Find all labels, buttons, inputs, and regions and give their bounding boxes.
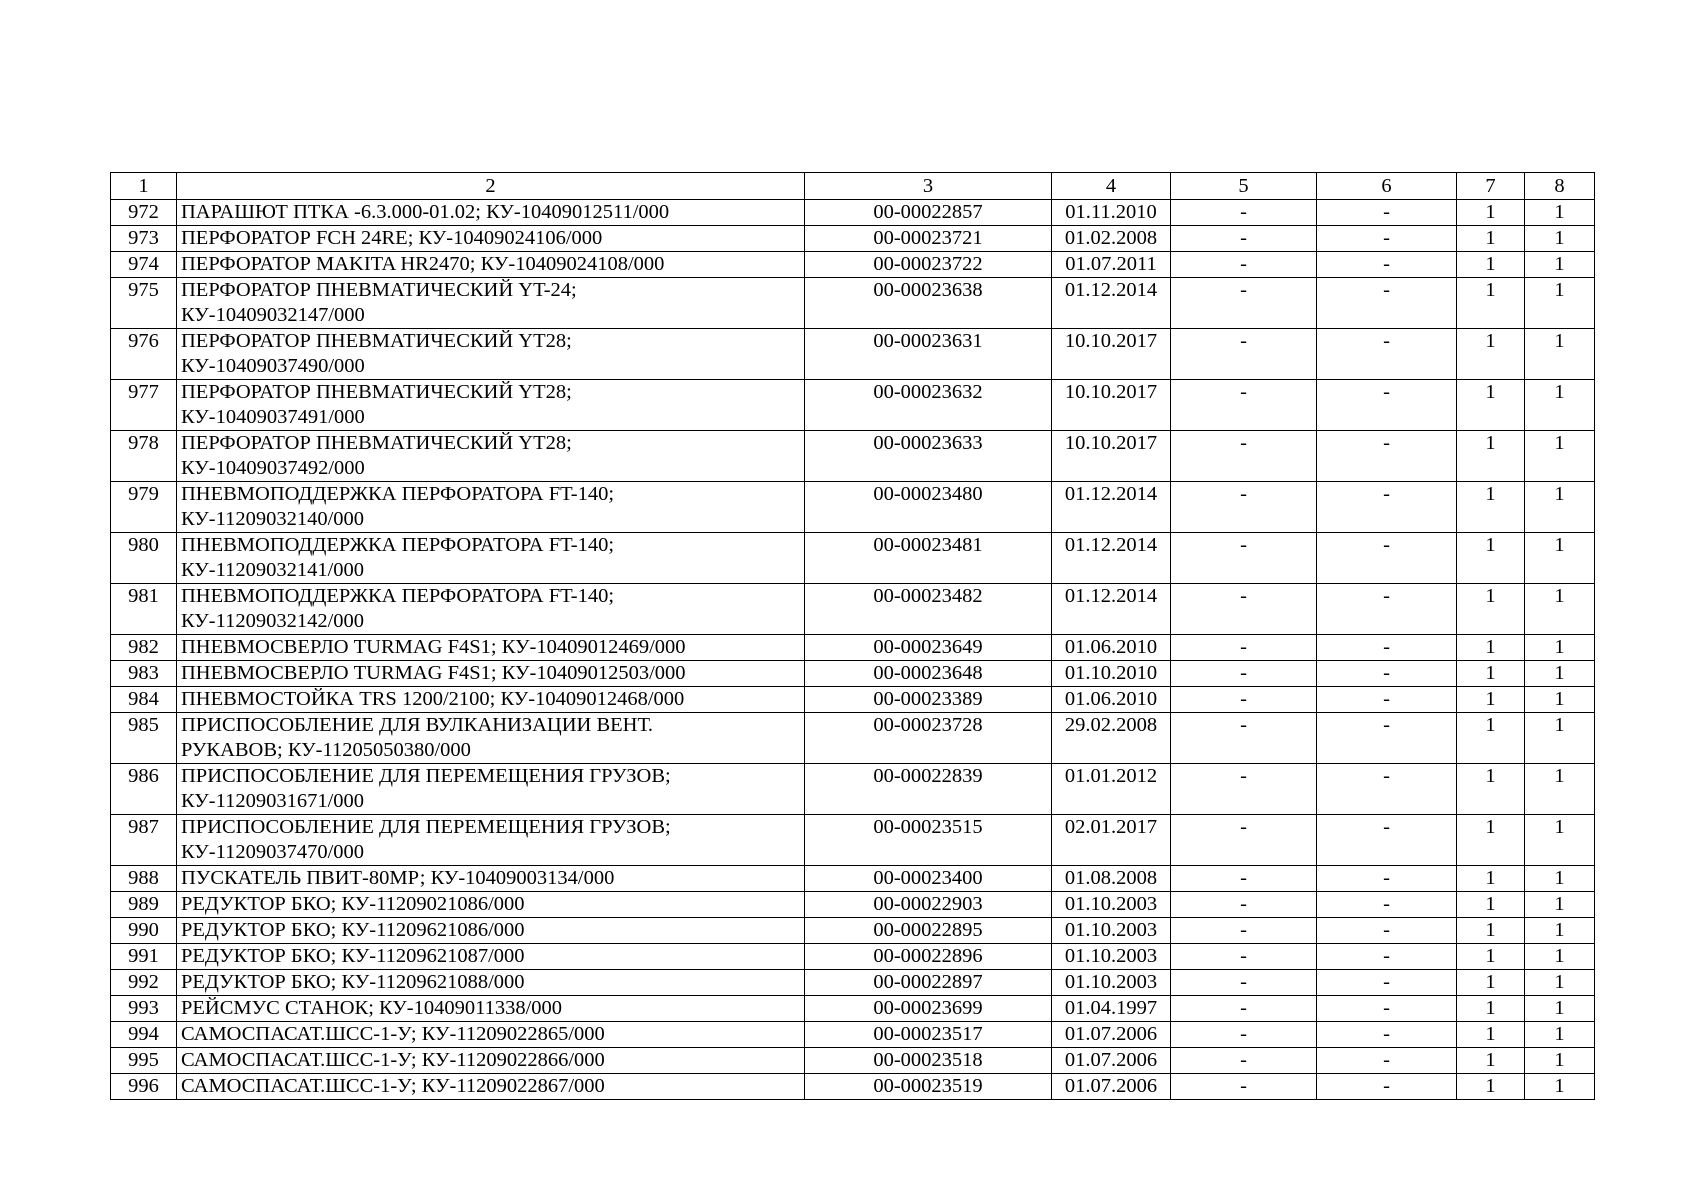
item-name-cell <box>177 431 805 482</box>
item-name-cell <box>177 713 805 764</box>
item-name-line: ПРИСПОСОБЛЕНИЕ ДЛЯ ПЕРЕМЕЩЕНИЯ ГРУЗОВ; <box>181 765 671 787</box>
column-5-cell: - <box>1171 764 1317 815</box>
item-name-line: КУ-10409037492/000 <box>181 457 365 479</box>
column-5-cell: - <box>1171 380 1317 431</box>
inventory-code-cell: 00-00023638 <box>805 278 1052 329</box>
item-name-line: ПНЕВМОПОДДЕРЖКА ПЕРФОРАТОРА FT-140; <box>181 483 615 505</box>
row-number-cell: 980 <box>111 533 177 584</box>
row-number-cell: 975 <box>111 278 177 329</box>
column-8-cell: 1 <box>1525 226 1595 252</box>
column-7-cell: 1 <box>1457 482 1525 533</box>
item-name-cell <box>177 200 805 226</box>
column-8-cell: 1 <box>1525 584 1595 635</box>
column-8-cell: 1 <box>1525 482 1595 533</box>
table-row <box>111 533 1595 584</box>
table-row <box>111 661 1595 687</box>
column-6-cell: - <box>1317 1048 1457 1074</box>
column-8-cell: 1 <box>1525 944 1595 970</box>
table-row <box>111 944 1595 970</box>
item-name-line: КУ-10409032147/000 <box>181 304 365 326</box>
item-name-line: ПУСКАТЕЛЬ ПВИТ-80МР; КУ-10409003134/000 <box>181 867 615 889</box>
header-cell-5: 5 <box>1171 173 1317 200</box>
inventory-code-cell: 00-00023480 <box>805 482 1052 533</box>
item-name-cell <box>177 329 805 380</box>
column-6-cell: - <box>1317 278 1457 329</box>
date-cell: 01.02.2008 <box>1052 226 1171 252</box>
column-6-cell: - <box>1317 1074 1457 1100</box>
column-6-cell: - <box>1317 918 1457 944</box>
item-name-cell <box>177 584 805 635</box>
inventory-code-cell: 00-00022839 <box>805 764 1052 815</box>
column-6-cell: - <box>1317 252 1457 278</box>
column-7-cell: 1 <box>1457 713 1525 764</box>
row-number-cell: 989 <box>111 892 177 918</box>
date-cell: 10.10.2017 <box>1052 431 1171 482</box>
row-number-cell: 995 <box>111 1048 177 1074</box>
table-row <box>111 1048 1595 1074</box>
inventory-code-cell: 00-00023389 <box>805 687 1052 713</box>
column-6-cell: - <box>1317 200 1457 226</box>
header-cell-1: 1 <box>111 173 177 200</box>
column-8-cell: 1 <box>1525 533 1595 584</box>
column-7-cell: 1 <box>1457 687 1525 713</box>
column-5-cell: - <box>1171 1048 1317 1074</box>
column-5-cell: - <box>1171 970 1317 996</box>
row-number-cell: 986 <box>111 764 177 815</box>
item-name-line: РУКАВОВ; КУ-11205050380/000 <box>181 739 471 761</box>
item-name-line: РЕДУКТОР БКО; КУ-11209021086/000 <box>181 893 525 915</box>
column-8-cell: 1 <box>1525 252 1595 278</box>
row-number-cell: 979 <box>111 482 177 533</box>
date-cell: 01.10.2003 <box>1052 970 1171 996</box>
item-name-cell <box>177 918 805 944</box>
column-7-cell: 1 <box>1457 661 1525 687</box>
table-row <box>111 892 1595 918</box>
column-6-cell: - <box>1317 584 1457 635</box>
column-7-cell: 1 <box>1457 944 1525 970</box>
column-8-cell: 1 <box>1525 329 1595 380</box>
row-number-cell: 990 <box>111 918 177 944</box>
item-name-line: ПЕРФОРАТОР ПНЕВМАТИЧЕСКИЙ YT28; <box>181 381 572 403</box>
column-8-cell: 1 <box>1525 892 1595 918</box>
column-6-cell: - <box>1317 1022 1457 1048</box>
date-cell: 01.12.2014 <box>1052 533 1171 584</box>
column-7-cell: 1 <box>1457 1074 1525 1100</box>
column-5-cell: - <box>1171 200 1317 226</box>
item-name-cell <box>177 533 805 584</box>
header-cell-2: 2 <box>177 173 805 200</box>
column-8-cell: 1 <box>1525 764 1595 815</box>
date-cell: 01.07.2011 <box>1052 252 1171 278</box>
item-name-line: ПНЕВМОПОДДЕРЖКА ПЕРФОРАТОРА FT-140; <box>181 585 615 607</box>
column-6-cell: - <box>1317 713 1457 764</box>
item-name-line: ПАРАШЮТ ПТКА -6.3.000-01.02; КУ-10409012511/000 <box>181 201 670 223</box>
item-name-cell <box>177 1022 805 1048</box>
item-name-cell <box>177 866 805 892</box>
column-7-cell: 1 <box>1457 815 1525 866</box>
column-7-cell: 1 <box>1457 918 1525 944</box>
inventory-code-cell: 00-00023699 <box>805 996 1052 1022</box>
column-6-cell: - <box>1317 866 1457 892</box>
inventory-code-cell: 00-00023632 <box>805 380 1052 431</box>
date-cell: 01.10.2010 <box>1052 661 1171 687</box>
column-7-cell: 1 <box>1457 533 1525 584</box>
item-name-cell <box>177 482 805 533</box>
column-6-cell: - <box>1317 996 1457 1022</box>
table-row <box>111 866 1595 892</box>
column-7-cell: 1 <box>1457 431 1525 482</box>
column-7-cell: 1 <box>1457 764 1525 815</box>
date-cell: 01.12.2014 <box>1052 584 1171 635</box>
table-row <box>111 1022 1595 1048</box>
column-5-cell: - <box>1171 713 1317 764</box>
row-number-cell: 984 <box>111 687 177 713</box>
row-number-cell: 985 <box>111 713 177 764</box>
row-number-cell: 988 <box>111 866 177 892</box>
item-name-line: САМОСПАСАТ.ШСС-1-У; КУ-11209022866/000 <box>181 1049 605 1071</box>
column-6-cell: - <box>1317 226 1457 252</box>
item-name-cell <box>177 815 805 866</box>
column-7-cell: 1 <box>1457 1022 1525 1048</box>
column-6-cell: - <box>1317 687 1457 713</box>
column-8-cell: 1 <box>1525 970 1595 996</box>
column-5-cell: - <box>1171 661 1317 687</box>
column-5-cell: - <box>1171 252 1317 278</box>
header-cell-6: 6 <box>1317 173 1457 200</box>
column-5-cell: - <box>1171 533 1317 584</box>
column-5-cell: - <box>1171 892 1317 918</box>
table-row <box>111 815 1595 866</box>
date-cell: 01.01.2012 <box>1052 764 1171 815</box>
item-name-line: ПЕРФОРАТОР ПНЕВМАТИЧЕСКИЙ YT-24; <box>181 279 577 301</box>
date-cell: 10.10.2017 <box>1052 380 1171 431</box>
table-row <box>111 226 1595 252</box>
item-name-cell <box>177 380 805 431</box>
table-row <box>111 252 1595 278</box>
column-6-cell: - <box>1317 329 1457 380</box>
item-name-line: КУ-11209031671/000 <box>181 790 365 812</box>
inventory-code-cell: 00-00023728 <box>805 713 1052 764</box>
row-number-cell: 977 <box>111 380 177 431</box>
date-cell: 01.06.2010 <box>1052 687 1171 713</box>
column-6-cell: - <box>1317 892 1457 918</box>
item-name-line: САМОСПАСАТ.ШСС-1-У; КУ-11209022865/000 <box>181 1023 605 1045</box>
item-name-line: КУ-11209032140/000 <box>181 508 365 530</box>
column-6-cell: - <box>1317 815 1457 866</box>
row-number-cell: 978 <box>111 431 177 482</box>
inventory-code-cell: 00-00023481 <box>805 533 1052 584</box>
column-6-cell: - <box>1317 482 1457 533</box>
inventory-code-cell: 00-00022895 <box>805 918 1052 944</box>
date-cell: 01.04.1997 <box>1052 996 1171 1022</box>
item-name-line: ПНЕВМОСВЕРЛО TURMAG F4S1; КУ-10409012503/000 <box>181 662 686 684</box>
item-name-cell <box>177 996 805 1022</box>
inventory-code-cell: 00-00023482 <box>805 584 1052 635</box>
date-cell: 01.11.2010 <box>1052 200 1171 226</box>
column-7-cell: 1 <box>1457 380 1525 431</box>
item-name-line: ПЕРФОРАТОР ПНЕВМАТИЧЕСКИЙ YT28; <box>181 432 572 454</box>
item-name-line: ПЕРФОРАТОР ПНЕВМАТИЧЕСКИЙ YT28; <box>181 330 572 352</box>
column-5-cell: - <box>1171 996 1317 1022</box>
item-name-line: ПНЕВМОСВЕРЛО TURMAG F4S1; КУ-10409012469/000 <box>181 636 686 658</box>
column-5-cell: - <box>1171 1074 1317 1100</box>
inventory-code-cell: 00-00023519 <box>805 1074 1052 1100</box>
header-cell-4: 4 <box>1052 173 1171 200</box>
date-cell: 01.06.2010 <box>1052 635 1171 661</box>
header-row <box>111 173 1595 200</box>
item-name-cell <box>177 970 805 996</box>
item-name-cell <box>177 635 805 661</box>
column-5-cell: - <box>1171 584 1317 635</box>
column-7-cell: 1 <box>1457 866 1525 892</box>
date-cell: 01.12.2014 <box>1052 278 1171 329</box>
column-5-cell: - <box>1171 866 1317 892</box>
column-5-cell: - <box>1171 329 1317 380</box>
row-number-cell: 991 <box>111 944 177 970</box>
table-row <box>111 584 1595 635</box>
column-5-cell: - <box>1171 687 1317 713</box>
column-7-cell: 1 <box>1457 996 1525 1022</box>
date-cell: 01.07.2006 <box>1052 1074 1171 1100</box>
column-8-cell: 1 <box>1525 431 1595 482</box>
column-8-cell: 1 <box>1525 996 1595 1022</box>
table-row <box>111 764 1595 815</box>
column-8-cell: 1 <box>1525 918 1595 944</box>
column-7-cell: 1 <box>1457 329 1525 380</box>
row-number-cell: 976 <box>111 329 177 380</box>
table-row <box>111 1074 1595 1100</box>
inventory-code-cell: 00-00022896 <box>805 944 1052 970</box>
inventory-code-cell: 00-00023648 <box>805 661 1052 687</box>
header-cell-8: 8 <box>1525 173 1595 200</box>
column-7-cell: 1 <box>1457 200 1525 226</box>
table-row <box>111 970 1595 996</box>
row-number-cell: 993 <box>111 996 177 1022</box>
inventory-code-cell: 00-00023518 <box>805 1048 1052 1074</box>
inventory-code-cell: 00-00023649 <box>805 635 1052 661</box>
column-7-cell: 1 <box>1457 278 1525 329</box>
column-6-cell: - <box>1317 431 1457 482</box>
date-cell: 10.10.2017 <box>1052 329 1171 380</box>
item-name-cell <box>177 252 805 278</box>
item-name-line: ПНЕВМОПОДДЕРЖКА ПЕРФОРАТОРА FT-140; <box>181 534 615 556</box>
table-row <box>111 482 1595 533</box>
column-8-cell: 1 <box>1525 278 1595 329</box>
column-8-cell: 1 <box>1525 687 1595 713</box>
row-number-cell: 974 <box>111 252 177 278</box>
row-number-cell: 973 <box>111 226 177 252</box>
column-7-cell: 1 <box>1457 252 1525 278</box>
column-7-cell: 1 <box>1457 892 1525 918</box>
column-8-cell: 1 <box>1525 380 1595 431</box>
row-number-cell: 996 <box>111 1074 177 1100</box>
row-number-cell: 982 <box>111 635 177 661</box>
inventory-table <box>110 172 1595 1100</box>
table-row <box>111 687 1595 713</box>
column-5-cell: - <box>1171 944 1317 970</box>
column-6-cell: - <box>1317 764 1457 815</box>
item-name-line: ПНЕВМОСТОЙКА TRS 1200/2100; КУ-10409012468/000 <box>181 688 685 710</box>
column-6-cell: - <box>1317 533 1457 584</box>
date-cell: 02.01.2017 <box>1052 815 1171 866</box>
item-name-line: КУ-10409037491/000 <box>181 406 365 428</box>
column-6-cell: - <box>1317 380 1457 431</box>
column-8-cell: 1 <box>1525 661 1595 687</box>
column-7-cell: 1 <box>1457 1048 1525 1074</box>
row-number-cell: 992 <box>111 970 177 996</box>
item-name-cell <box>177 764 805 815</box>
item-name-line: КУ-11209032141/000 <box>181 559 365 581</box>
table-row <box>111 635 1595 661</box>
inventory-code-cell: 00-00023721 <box>805 226 1052 252</box>
date-cell: 01.12.2014 <box>1052 482 1171 533</box>
column-7-cell: 1 <box>1457 226 1525 252</box>
item-name-line: ПРИСПОСОБЛЕНИЕ ДЛЯ ПЕРЕМЕЩЕНИЯ ГРУЗОВ; <box>181 816 671 838</box>
table-row <box>111 329 1595 380</box>
table-row <box>111 278 1595 329</box>
table-row <box>111 200 1595 226</box>
item-name-line: РЕЙСМУС СТАНОК; КУ-10409011338/000 <box>181 997 563 1019</box>
date-cell: 01.10.2003 <box>1052 944 1171 970</box>
column-5-cell: - <box>1171 918 1317 944</box>
column-8-cell: 1 <box>1525 713 1595 764</box>
row-number-cell: 981 <box>111 584 177 635</box>
inventory-code-cell: 00-00023400 <box>805 866 1052 892</box>
table-row <box>111 918 1595 944</box>
column-6-cell: - <box>1317 970 1457 996</box>
table-row <box>111 713 1595 764</box>
item-name-line: САМОСПАСАТ.ШСС-1-У; КУ-11209022867/000 <box>181 1075 605 1097</box>
table-row <box>111 431 1595 482</box>
item-name-cell <box>177 661 805 687</box>
item-name-cell <box>177 226 805 252</box>
column-8-cell: 1 <box>1525 1022 1595 1048</box>
column-7-cell: 1 <box>1457 584 1525 635</box>
inventory-code-cell: 00-00023515 <box>805 815 1052 866</box>
column-5-cell: - <box>1171 431 1317 482</box>
item-name-cell <box>177 892 805 918</box>
item-name-cell <box>177 687 805 713</box>
inventory-code-cell: 00-00023517 <box>805 1022 1052 1048</box>
date-cell: 01.08.2008 <box>1052 866 1171 892</box>
row-number-cell: 983 <box>111 661 177 687</box>
column-6-cell: - <box>1317 661 1457 687</box>
item-name-line: ПЕРФОРАТОР FCH 24RE; КУ-10409024106/000 <box>181 227 603 249</box>
column-8-cell: 1 <box>1525 1074 1595 1100</box>
item-name-line: РЕДУКТОР БКО; КУ-11209621087/000 <box>181 945 525 967</box>
inventory-code-cell: 00-00022903 <box>805 892 1052 918</box>
date-cell: 01.10.2003 <box>1052 892 1171 918</box>
item-name-line: КУ-10409037490/000 <box>181 355 365 377</box>
column-5-cell: - <box>1171 635 1317 661</box>
column-7-cell: 1 <box>1457 635 1525 661</box>
column-7-cell: 1 <box>1457 970 1525 996</box>
table-row <box>111 380 1595 431</box>
column-5-cell: - <box>1171 482 1317 533</box>
column-8-cell: 1 <box>1525 815 1595 866</box>
column-5-cell: - <box>1171 1022 1317 1048</box>
row-number-cell: 987 <box>111 815 177 866</box>
item-name-cell <box>177 1048 805 1074</box>
column-6-cell: - <box>1317 944 1457 970</box>
header-cell-3: 3 <box>805 173 1052 200</box>
item-name-line: РЕДУКТОР БКО; КУ-11209621088/000 <box>181 971 525 993</box>
item-name-cell <box>177 1074 805 1100</box>
row-number-cell: 972 <box>111 200 177 226</box>
item-name-line: КУ-11209037470/000 <box>181 841 365 863</box>
date-cell: 01.10.2003 <box>1052 918 1171 944</box>
inventory-code-cell: 00-00023633 <box>805 431 1052 482</box>
item-name-cell <box>177 944 805 970</box>
column-8-cell: 1 <box>1525 635 1595 661</box>
item-name-line: ПРИСПОСОБЛЕНИЕ ДЛЯ ВУЛКАНИЗАЦИИ ВЕНТ. <box>181 714 654 736</box>
inventory-code-cell: 00-00023631 <box>805 329 1052 380</box>
column-5-cell: - <box>1171 278 1317 329</box>
date-cell: 29.02.2008 <box>1052 713 1171 764</box>
inventory-code-cell: 00-00022857 <box>805 200 1052 226</box>
item-name-line: КУ-11209032142/000 <box>181 610 365 632</box>
column-5-cell: - <box>1171 815 1317 866</box>
row-number-cell: 994 <box>111 1022 177 1048</box>
item-name-cell <box>177 278 805 329</box>
column-8-cell: 1 <box>1525 866 1595 892</box>
column-5-cell: - <box>1171 226 1317 252</box>
inventory-code-cell: 00-00023722 <box>805 252 1052 278</box>
column-8-cell: 1 <box>1525 1048 1595 1074</box>
date-cell: 01.07.2006 <box>1052 1022 1171 1048</box>
header-cell-7: 7 <box>1457 173 1525 200</box>
item-name-line: РЕДУКТОР БКО; КУ-11209621086/000 <box>181 919 525 941</box>
column-6-cell: - <box>1317 635 1457 661</box>
column-8-cell: 1 <box>1525 200 1595 226</box>
table-row <box>111 996 1595 1022</box>
date-cell: 01.07.2006 <box>1052 1048 1171 1074</box>
inventory-code-cell: 00-00022897 <box>805 970 1052 996</box>
item-name-line: ПЕРФОРАТОР MAKITA HR2470; КУ-10409024108/000 <box>181 253 665 275</box>
